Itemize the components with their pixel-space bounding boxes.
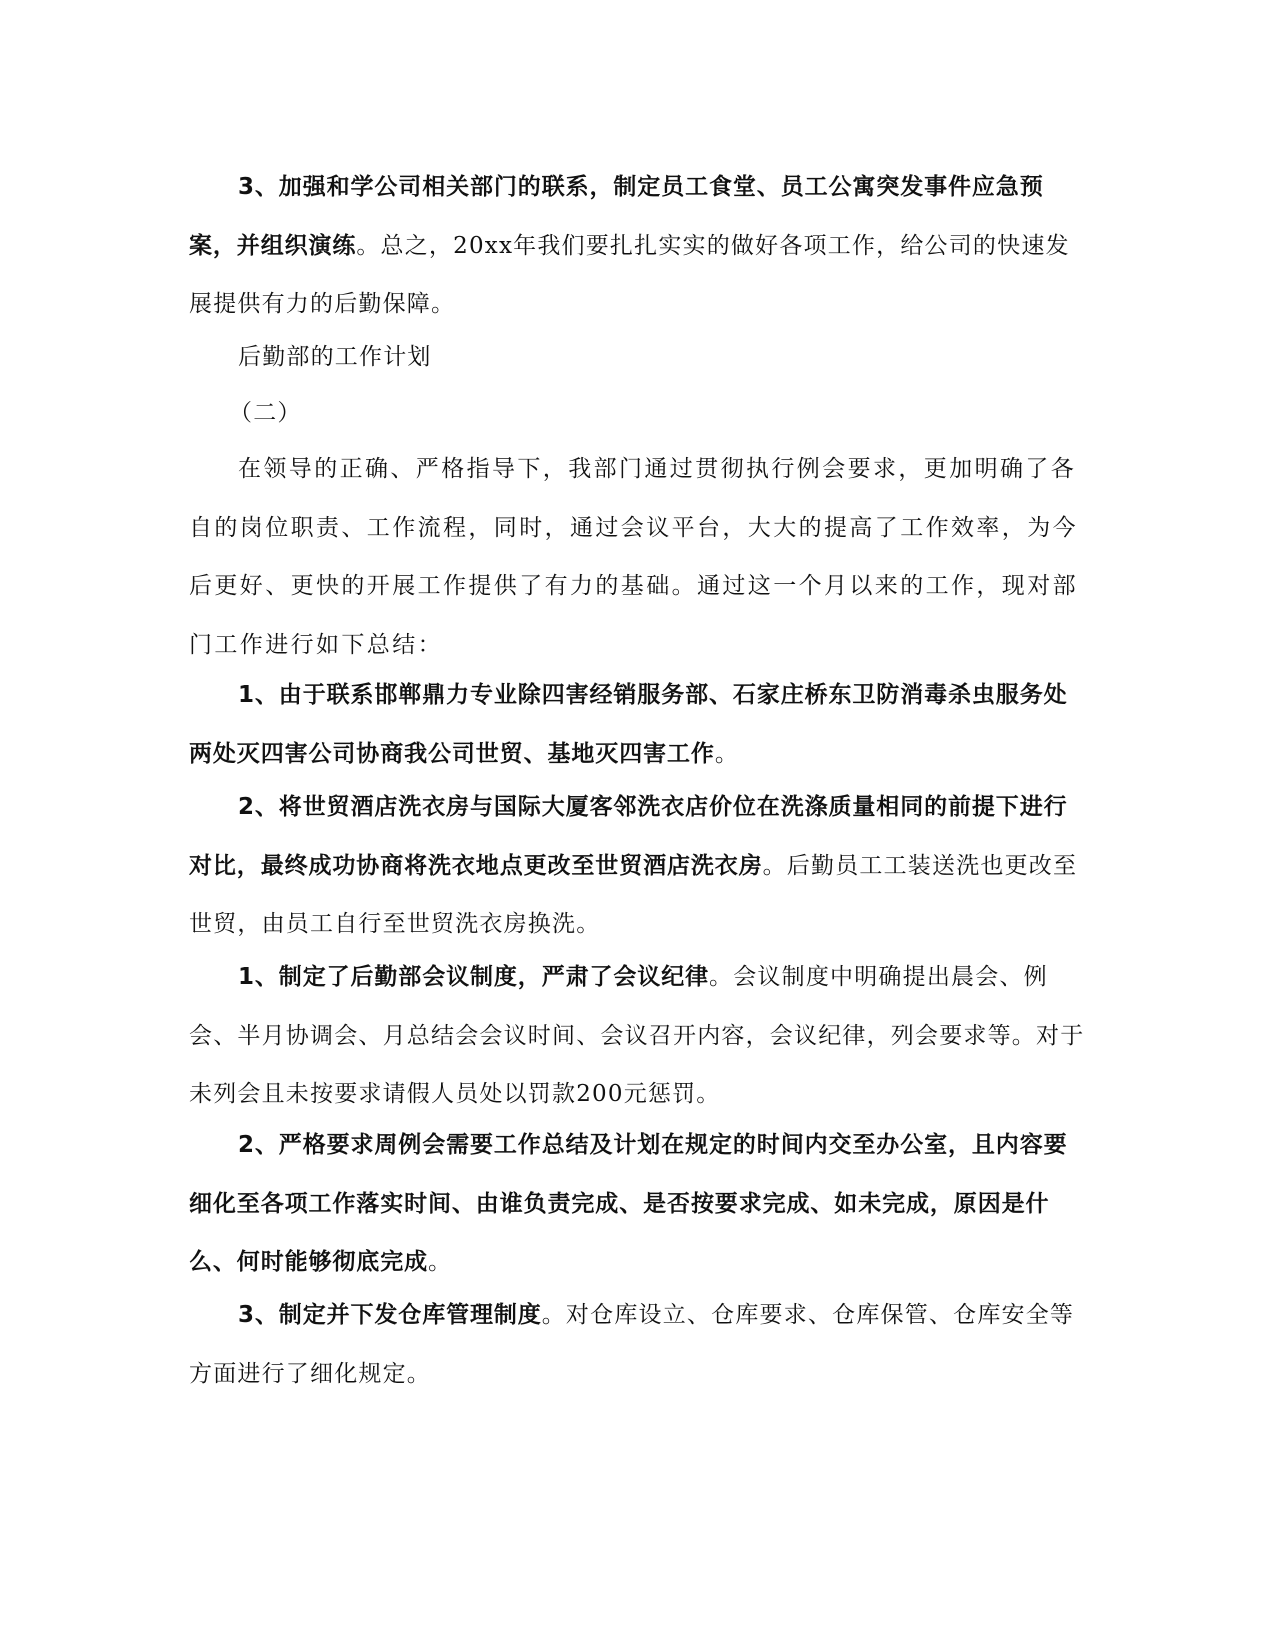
bold-text: 2、严格要求周例会需要工作总结及计划在规定的时间内交至办公室，且内容要细化至各项工作落实时间、由谁负责完成、是否按要求完成、如未完成，原因是什么、何时能够彻底完成 <box>189 1132 1068 1275</box>
paragraph-warehouse-liaison <box>189 158 1089 334</box>
normal-text: 后勤部的工作计划 <box>238 344 432 370</box>
normal-text: 。 <box>428 1249 453 1275</box>
bold-text: 2、将世贸酒店洗衣房与国际大厦客邻洗衣店价位在洗涤质量相同的前提下进行对比，最终成功协商将洗衣地点更改至世贸酒店洗衣房 <box>189 794 1068 879</box>
section-title <box>189 328 1089 387</box>
normal-text: 。会议制度中明确提出晨会、例会、半月协调会、月总结会会议时间、会议召开内容，会议纪律，列会要求等。对于未列会且未按要求请假人员处以罚款200元惩罚。 <box>189 964 1085 1107</box>
normal-text: （二） <box>229 400 302 426</box>
paragraph-item-pest-control <box>189 666 1089 783</box>
paragraph-item-meeting-rules <box>189 948 1089 1124</box>
normal-text: 。对仓库设立、仓库要求、仓库保管、仓库安全等方面进行了细化规定。 <box>189 1302 1075 1387</box>
paragraph-item-weekly-report <box>189 1116 1089 1292</box>
normal-text: 在领导的正确、严格指导下，我部门通过贯彻执行例会要求，更加明确了各自的岗位职责、工作流程，同时，通过会议平台，大大的提高了工作效率，为今后更好、更快的开展工作提供了有力的基础。通过这一个月以来的工作，现对部门工作进行如下总结： <box>189 456 1078 658</box>
normal-text: 。后勤员工工装送洗也更改至世贸，由员工自行至世贸洗衣房换洗。 <box>189 852 1078 937</box>
bold-text: 1、制定了后勤部会议制度，严肃了会议纪律 <box>238 964 710 990</box>
paragraph-item-laundry <box>189 778 1089 954</box>
bold-text: 3、加强和学公司相关部门的联系，制定员工食堂、员工公寓突发事件应急预案，并组织演练 <box>189 174 1044 259</box>
bold-text: 1、由于联系邯郸鼎力专业除四害经销服务部、石家庄桥东卫防消毒杀虫服务处两处灭四害公司协商我公司世贸、基地灭四害工作 <box>189 682 1068 767</box>
paragraph-item-warehouse-rules <box>189 1286 1089 1403</box>
bold-text: 3、制定并下发仓库管理制度 <box>238 1302 542 1328</box>
normal-text: 。 <box>714 740 740 767</box>
normal-text: 。总之，20xx年我们要扎扎实实的做好各项工作，给公司的快速发展提供有力的后勤保障。 <box>189 232 1070 317</box>
paragraph-intro <box>189 440 1089 674</box>
section-number <box>229 384 1129 443</box>
